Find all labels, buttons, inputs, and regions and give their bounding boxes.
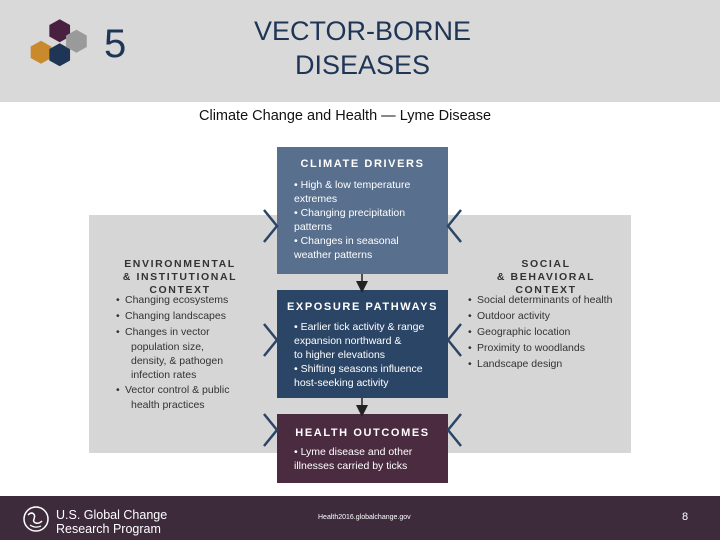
list-item-continuation: density, & pathogen [131, 355, 224, 367]
list-item: • Outdoor activity [468, 308, 628, 324]
chevron-right-icon [264, 210, 277, 242]
climate-drivers-heading: CLIMATE DRIVERS [300, 158, 425, 170]
list-item-continuation: extremes [294, 193, 338, 205]
list-item: • Changes in vector [116, 324, 276, 340]
page-number: 8 [682, 511, 689, 523]
list-item: • Social determinants of health [468, 292, 628, 308]
list-item-continuation: infection rates [131, 369, 197, 381]
list-item-continuation: population size, [131, 341, 204, 353]
list-item: • Vector control & public [116, 382, 276, 398]
chevron-left-icon [448, 414, 461, 446]
chapter-number: 5 [104, 22, 127, 66]
list-item-continuation: patterns [294, 221, 332, 233]
list-item: • Changing precipitation [289, 206, 448, 220]
list-item: • Changes in seasonal [289, 234, 448, 248]
list-item-continuation: to higher elevations [294, 349, 386, 361]
organization-name-line2: Research Program [56, 522, 161, 536]
list-item: • Earlier tick activity & range [289, 320, 448, 334]
list-item: • Proximity to woodlands [468, 340, 628, 356]
list-item-continuation: expansion northward & [294, 335, 402, 347]
list-item: • Changing landscapes [116, 308, 276, 324]
list-item: • High & low temperature [289, 178, 448, 192]
social-heading-line1: SOCIAL [521, 258, 571, 270]
environmental-heading-line2: & INSTITUTIONAL CONTEXT [122, 271, 238, 296]
list-item-continuation: host-seeking activity [294, 377, 389, 389]
exposure-pathways-heading: EXPOSURE PATHWAYS [286, 301, 439, 313]
chevron-right-icon [264, 324, 277, 356]
list-item-continuation: illnesses carried by ticks [294, 460, 408, 472]
list-item-continuation: health practices [131, 399, 205, 411]
footer-url[interactable]: Health2016.globalchange.gov [318, 514, 411, 521]
health-outcomes-heading: HEALTH OUTCOMES [295, 427, 430, 439]
chevron-left-icon [448, 324, 461, 356]
list-item-continuation: weather patterns [294, 249, 373, 261]
social-heading-line2: & BEHAVIORAL CONTEXT [496, 271, 596, 296]
chevron-right-icon [264, 414, 277, 446]
organization-name [56, 508, 167, 536]
slide-title: VECTOR-BORNE DISEASES [253, 16, 472, 80]
organization-name-line1: U.S. Global Change [56, 508, 168, 522]
list-item: • Geographic location [468, 324, 628, 340]
list-item: • Lyme disease and other [289, 445, 448, 459]
list-item: • Landscape design [468, 356, 628, 372]
globe-logo-icon [22, 505, 50, 533]
figure-title: Climate Change and Health — Lyme Disease [199, 108, 492, 124]
environmental-heading-line1: ENVIRONMENTAL [124, 258, 236, 270]
list-item: • Shifting seasons influence [289, 362, 448, 376]
list-item: • Changing ecosystems [116, 292, 276, 308]
chevron-left-icon [448, 210, 461, 242]
